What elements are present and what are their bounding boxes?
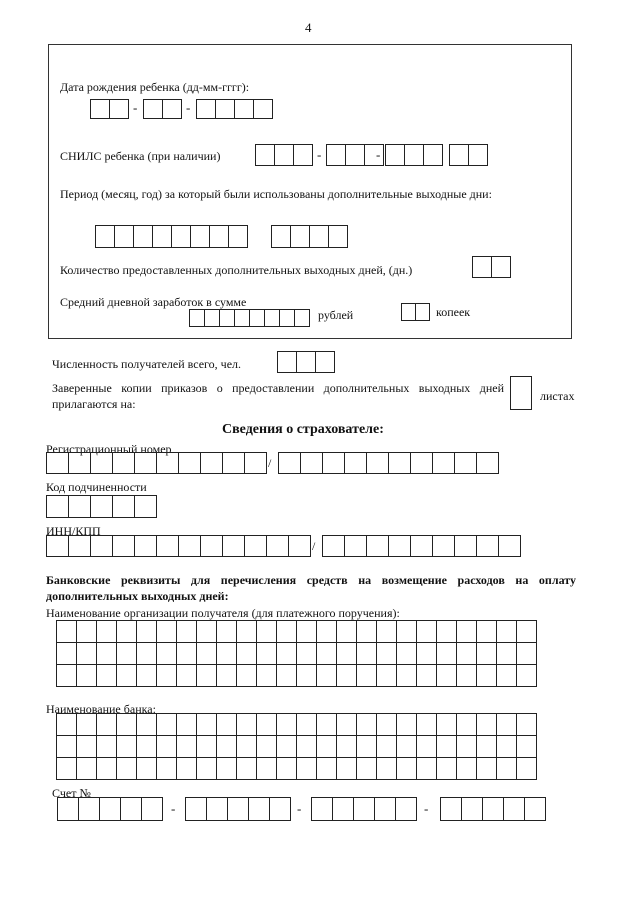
- snils-part-1[interactable]: [255, 144, 313, 166]
- grid-row: [57, 736, 537, 758]
- days-label: Количество предоставленных дополнительных выходных дней, (дн.): [60, 263, 413, 277]
- page-number: 4: [305, 20, 312, 35]
- dash: -: [171, 801, 176, 816]
- earnings-kopecks-field[interactable]: [401, 303, 430, 321]
- birth-date-label: Дата рождения ребенка (дд-мм-гггг):: [60, 80, 250, 94]
- dash: -: [376, 147, 381, 162]
- grid-row: [57, 758, 537, 780]
- recipients-field[interactable]: [277, 351, 335, 373]
- recipients-label: Численность получателей всего, чел.: [52, 357, 242, 371]
- dash: -: [424, 801, 429, 816]
- dash: -: [297, 801, 302, 816]
- grid-row: [57, 665, 537, 687]
- sub-code-label: Код подчиненности: [46, 480, 147, 494]
- reg-number-slash: /: [268, 456, 272, 470]
- snils-part-3[interactable]: [385, 144, 443, 166]
- birth-year-field[interactable]: [196, 99, 273, 119]
- dash: -: [186, 100, 191, 115]
- account-part-4[interactable]: [440, 797, 546, 821]
- period-month-field[interactable]: [95, 225, 248, 248]
- org-name-grid[interactable]: [56, 620, 537, 687]
- bank-header-line2: дополнительных выходных дней:: [46, 589, 229, 603]
- bank-header-line1: Банковские реквизиты для перечисления средств на возмещение расходов на оплату: [46, 573, 576, 587]
- reg-number-part-2[interactable]: [278, 452, 499, 474]
- copies-label-line2: прилагаются на:: [52, 397, 136, 411]
- bank-name-label: Наименование банка:: [46, 702, 156, 716]
- birth-day-field[interactable]: [90, 99, 129, 119]
- reg-number-part-1[interactable]: [46, 452, 267, 474]
- reg-number-label: Регистрационный номер: [46, 442, 172, 456]
- earnings-label: Средний дневной заработок в сумме: [60, 295, 247, 309]
- bank-name-grid[interactable]: [56, 713, 537, 780]
- inn-kpp-slash: /: [312, 539, 316, 553]
- account-label: Счет №: [52, 786, 91, 800]
- days-field[interactable]: [472, 256, 511, 278]
- inn-kpp-label: ИНН/КПП: [46, 524, 101, 538]
- period-label: Период (месяц, год) за который были использованы дополнительные выходные дни:: [60, 187, 492, 201]
- snils-label: СНИЛС ребенка (при наличии): [60, 149, 221, 163]
- sub-code-field[interactable]: [46, 495, 157, 518]
- rubles-label: рублей: [318, 308, 354, 322]
- birth-month-field[interactable]: [143, 99, 182, 119]
- kpp-field[interactable]: [322, 535, 521, 557]
- sheets-field[interactable]: [510, 376, 532, 410]
- account-part-3[interactable]: [311, 797, 417, 821]
- sheets-label: листах: [540, 389, 575, 403]
- earnings-rubles-field[interactable]: [189, 309, 310, 327]
- account-part-1[interactable]: [57, 797, 163, 821]
- insurer-section-title: Сведения о страхователе:: [222, 422, 384, 437]
- snils-check-digits[interactable]: [449, 144, 488, 166]
- inn-field[interactable]: [46, 535, 311, 557]
- grid-row: [57, 621, 537, 643]
- account-part-2[interactable]: [185, 797, 291, 821]
- org-name-label: Наименование организации получателя (для платежного поручения):: [46, 606, 400, 620]
- grid-row: [57, 643, 537, 665]
- dash: -: [317, 147, 322, 162]
- period-year-field[interactable]: [271, 225, 348, 248]
- dash: -: [133, 100, 138, 115]
- grid-row: [57, 714, 537, 736]
- copies-label-line1: Заверенные копии приказов о предоставлении дополнительных выходных дней: [52, 381, 504, 395]
- kopecks-label: копеек: [436, 305, 471, 319]
